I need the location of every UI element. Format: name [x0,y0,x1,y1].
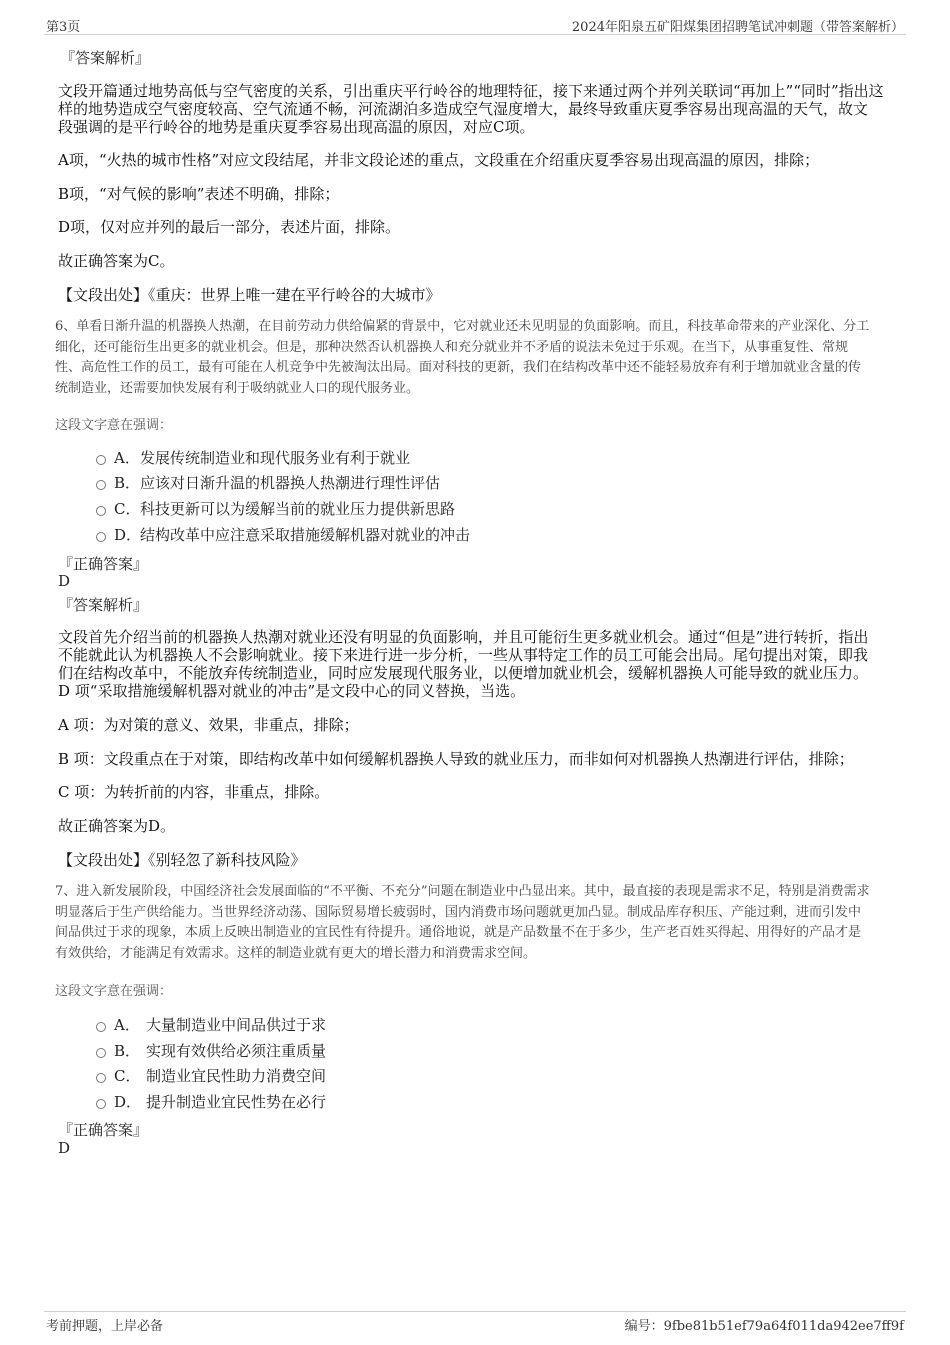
radio-icon[interactable] [96,532,106,542]
q6-analysis-line: 文段首先介绍当前的机器换人热潮对就业还没有明显的负面影响，并且可能衍生更多就业机会。通过“但是”进行转折，指出 [58,628,869,646]
q7-option-a[interactable] [96,1014,326,1034]
option-key: D． [114,1093,142,1111]
option-text: 实现有效供给必须注重质量 [146,1042,327,1060]
radio-icon[interactable] [96,506,106,516]
q6-point-b: B 项：文段重点在于对策，即结构改革中如何缓解机器换人导致的就业压力，而非如何对机器换人热潮进行评估，排除； [58,750,854,768]
q6-option-d[interactable] [96,524,470,544]
q7-passage-line: 间品供过于求的现象，本质上反映出制造业的宜民性有待提升。通俗地说，就是产品数量不在于多少，生产老百姓买得起、用得好的产品才是 [55,925,862,940]
q6-analysis-label: 『答案解析』 [58,596,149,614]
radio-icon[interactable] [96,480,106,490]
q5-source: 【文段出处】《重庆：世界上唯一建在平行岭谷的大城市》 [58,286,441,304]
page-footer [44,1311,906,1336]
page-header [44,14,906,35]
q7-passage [55,882,900,964]
q6-passage [55,317,900,399]
option-text: 提升制造业宜民性势在必行 [146,1093,327,1111]
option-key: B． [114,1042,141,1060]
q5-analysis [58,82,888,136]
radio-icon[interactable] [96,1099,106,1109]
q7-option-b[interactable] [96,1040,326,1060]
radio-icon[interactable] [96,1048,106,1058]
q6-option-a[interactable] [96,447,410,467]
q6-analysis-line: 不能就此认为机器换人不会影响就业。接下来进行进一步分析，一些从事特定工作的员工可能会出局。尾句提出对策，即我 [58,646,869,664]
q5-analysis-line: 样的地势造成空气密度较高、空气流通不畅，河流湖泊多造成空气湿度增大，最终导致重庆夏季容易出现高温的天气，故文 [58,100,869,118]
q6-analysis-line: D 项“采取措施缓解机器对就业的冲击”是文段中心的同义替换，当选。 [58,682,526,700]
q5-analysis-line: 段强调的是平行岭谷的地势是重庆夏季容易出现高温的原因，对应C项。 [58,118,535,136]
q6-source: 【文段出处】《别轻忽了新科技风险》 [58,851,306,869]
option-text: 发展传统制造业和现代服务业有利于就业 [140,449,411,467]
q7-option-c[interactable] [96,1065,326,1085]
q7-prompt: 这段文字意在强调： [55,984,173,999]
page-number: 第3页 [46,20,81,35]
option-key: D． [114,526,142,544]
q7-passage-line: 有效供给，才能满足有效需求。这样的制造业就有更大的增长潜力和消费需求空间。 [55,945,537,961]
q6-passage-line: 统制造业，还需要加快发展有利于吸纳就业人口的现代服务业。 [55,380,420,396]
option-text: 结构改革中应注意采取措施缓解机器对就业的冲击 [140,526,471,544]
document-code: 编号：9fbe81b51ef79a64f011da942ee7ff9f [624,1319,904,1334]
q5-analysis-label: 『答案解析』 [60,49,151,67]
q6-answer-label: 『正确答案』 [58,555,149,573]
option-key: A． [114,449,140,467]
q5-conclusion: 故正确答案为C。 [58,252,175,270]
radio-icon[interactable] [96,455,106,465]
option-text: 大量制造业中间品供过于求 [146,1016,327,1034]
q7-answer: D [58,1139,71,1157]
q7-passage-line: 7、进入新发展阶段，中国经济社会发展面临的“不平衡、不充分”问题在制造业中凸显出来。其中，最直接的表现是需求不足，特别是消费需求 [55,884,870,899]
q6-point-a: A 项：为对策的意义、效果，非重点，排除； [58,716,359,734]
q6-option-b[interactable] [96,472,440,492]
q6-passage-line: 6、单看日渐升温的机器换人热潮，在目前劳动力供给偏紧的背景中，它对就业还未见明显的负面影响。而且，科技革命带来的产业深化、分工 [55,319,870,334]
q7-answer-label: 『正确答案』 [58,1121,149,1139]
q5-analysis-line: 文段开篇通过地势高低与空气密度的关系，引出重庆平行岭谷的地理特征，接下来通过两个并列关联词“再加上”“同时”指出这 [58,82,884,100]
document-title: 2024年阳泉五矿阳煤集团招聘笔试冲刺题（带答案解析） [571,20,904,35]
q6-passage-line: 细化，还可能衍生出更多的就业机会。但是，那种决然否认机器换人和充分就业并不矛盾的说法未免过于乐观。在当下，从事重复性、常规 [55,339,849,355]
q6-analysis [58,628,888,700]
q5-point-d: D项，仅对应并列的最后一部分，表述片面，排除。 [58,218,401,236]
q7-option-d[interactable] [96,1091,326,1111]
q6-analysis-line: 们在结构改革中，不能放弃传统制造业，同时应发展现代服务业，以便增加就业机会，缓解机器换人可能导致的就业压力。 [58,664,869,682]
option-text: 制造业宜民性助力消费空间 [146,1067,327,1085]
radio-icon[interactable] [96,1073,106,1083]
option-key: A． [114,1016,140,1034]
option-text: 应该对日渐升温的机器换人热潮进行理性评估 [140,474,441,492]
q6-answer: D [58,572,71,590]
q6-point-c: C 项：为转折前的内容，非重点，排除。 [58,783,330,801]
q5-point-a: A项，“火热的城市性格”对应文段结尾，并非文段论述的重点，文段重在介绍重庆夏季容易出现高温的原因，排除； [58,151,820,169]
option-key: C． [114,1067,141,1085]
footer-slogan: 考前押题，上岸必备 [46,1319,164,1334]
q7-passage-line: 明显落后于生产供给能力。当世界经济动荡、国际贸易增长疲弱时，国内消费市场问题就更加凸显。制成品库存积压、产能过剩，进而引发中 [55,904,862,920]
option-key: B． [114,474,141,492]
option-key: C． [114,500,141,518]
q6-passage-line: 性、高危性工作的员工，最有可能在人机竞争中先被淘汰出局。面对科技的更新，我们在结构改革中还不能轻易放弃有利于增加就业含量的传 [55,360,862,375]
q6-conclusion: 故正确答案为D。 [58,817,176,835]
option-text: 科技更新可以为缓解当前的就业压力提供新思路 [140,500,456,518]
radio-icon[interactable] [96,1022,106,1032]
q5-point-b: B项，“对气候的影响”表述不明确，排除； [58,185,340,203]
q6-option-c[interactable] [96,498,455,518]
q6-prompt: 这段文字意在强调： [55,418,173,433]
